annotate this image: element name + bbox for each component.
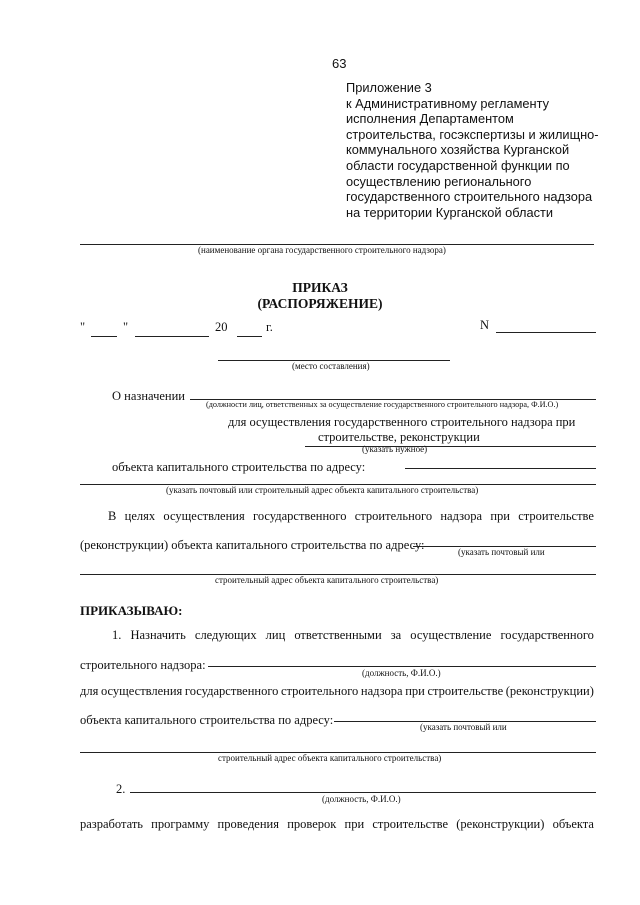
position-caption2: (должность, Ф.И.О.) [322, 794, 401, 804]
postal-caption2-a: (указать почтовый или [420, 722, 507, 732]
appendix-line: осуществлению регионального [346, 173, 532, 189]
month-field[interactable] [135, 336, 209, 337]
goal-paragraph-line1 [108, 509, 594, 524]
appendix-block [346, 80, 599, 220]
word: надзора [360, 684, 403, 698]
word: строительного [354, 509, 433, 523]
word: при [405, 684, 425, 698]
object-address-field[interactable] [405, 468, 596, 469]
word: строительного [281, 684, 359, 698]
word: программу [151, 817, 210, 831]
word: при [344, 817, 365, 831]
word: разработать [80, 817, 143, 831]
appendix-line: исполнения Департаментом [346, 111, 514, 127]
item2-line [80, 817, 594, 832]
word: осуществления [100, 684, 183, 698]
word: осуществления [163, 509, 245, 523]
word: государственного [184, 684, 279, 698]
postal-caption-b: строительный адрес объекта капитального строительства) [215, 575, 439, 585]
purpose-underline [305, 446, 596, 447]
appendix-line: строительства, госэкспертизы и жилищно- [346, 126, 599, 142]
year-field[interactable] [237, 336, 262, 337]
word: 1. [112, 628, 122, 642]
item2-position-field[interactable] [130, 792, 596, 793]
word: государственного [253, 509, 347, 523]
word: (реконструкции) [505, 684, 594, 698]
object-address-label: объекта капитального строительства по адресу: [112, 460, 366, 474]
word: проверок [287, 817, 337, 831]
item1-line1 [112, 628, 594, 643]
word: (реконструкции) [456, 817, 545, 831]
item1-line2: строительного надзора: [80, 658, 206, 672]
word: ответственными [294, 628, 382, 642]
item1-line3 [80, 684, 594, 699]
appoint-caption: (должности лиц, ответственных за осуществление государственного строительного надзора, Ф.И.О.) [206, 400, 559, 409]
number-label: N [480, 318, 490, 332]
specify-caption: (указать нужное) [362, 444, 428, 454]
purpose-line1: для осуществления государственного строительного надзора при [228, 415, 576, 429]
order-word: ПРИКАЗЫВАЮ: [80, 603, 183, 618]
document-subtitle: (РАСПОРЯЖЕНИЕ) [257, 296, 383, 311]
appoint-label: О назначении [112, 389, 185, 403]
number-field[interactable] [496, 332, 596, 333]
appendix-line: государственного строительного надзора [346, 189, 593, 205]
quote-close: " [123, 320, 129, 334]
word: целях [124, 509, 156, 523]
appendix-line: коммунального хозяйства Курганской [346, 142, 570, 158]
word: государственного [500, 628, 594, 642]
word: для [80, 684, 99, 698]
appendix-line: на территории Курганской области [346, 204, 553, 220]
word: за [390, 628, 402, 642]
appendix-line: к Административному регламенту [346, 95, 550, 111]
appendix-line: Приложение 3 [346, 80, 432, 95]
document-title: ПРИКАЗ [292, 280, 348, 295]
goal-paragraph-line2: (реконструкции) объекта капитального строительства по адресу: [80, 538, 425, 552]
appendix-line: области государственной функции по [346, 157, 570, 173]
word: проведения [217, 817, 279, 831]
year-prefix: 20 [215, 320, 228, 334]
word: следующих [194, 628, 257, 642]
purpose-line2: строительстве, реконструкции [318, 430, 480, 444]
position-caption: (должность, Ф.И.О.) [362, 668, 441, 678]
word: объекта [552, 817, 594, 831]
year-suffix: г. [266, 320, 273, 334]
postal-caption: (указать почтовый или строительный адрес объекта капитального строительства) [166, 485, 479, 495]
word: надзора [440, 509, 483, 523]
word: осуществление [410, 628, 492, 642]
word: строительстве [427, 684, 504, 698]
postal-caption-a: (указать почтовый или [458, 547, 545, 557]
item2-number: 2. [116, 782, 126, 796]
word: В [108, 509, 117, 523]
place-caption: (место составления) [292, 361, 370, 371]
word: строительстве [372, 817, 449, 831]
quote-open: " [80, 320, 86, 334]
word: при [490, 509, 510, 523]
word: строительстве [518, 509, 594, 523]
organ-caption: (наименование органа государственного строительного надзора) [198, 245, 446, 255]
postal-caption2-b: строительный адрес объекта капитального строительства) [218, 753, 442, 763]
item1-position-field[interactable] [208, 666, 596, 667]
day-field[interactable] [91, 336, 117, 337]
word: Назначить [130, 628, 186, 642]
item1-line4: объекта капитального строительства по адресу: [80, 713, 334, 727]
word: лиц [265, 628, 286, 642]
page-number: 63 [332, 56, 347, 71]
